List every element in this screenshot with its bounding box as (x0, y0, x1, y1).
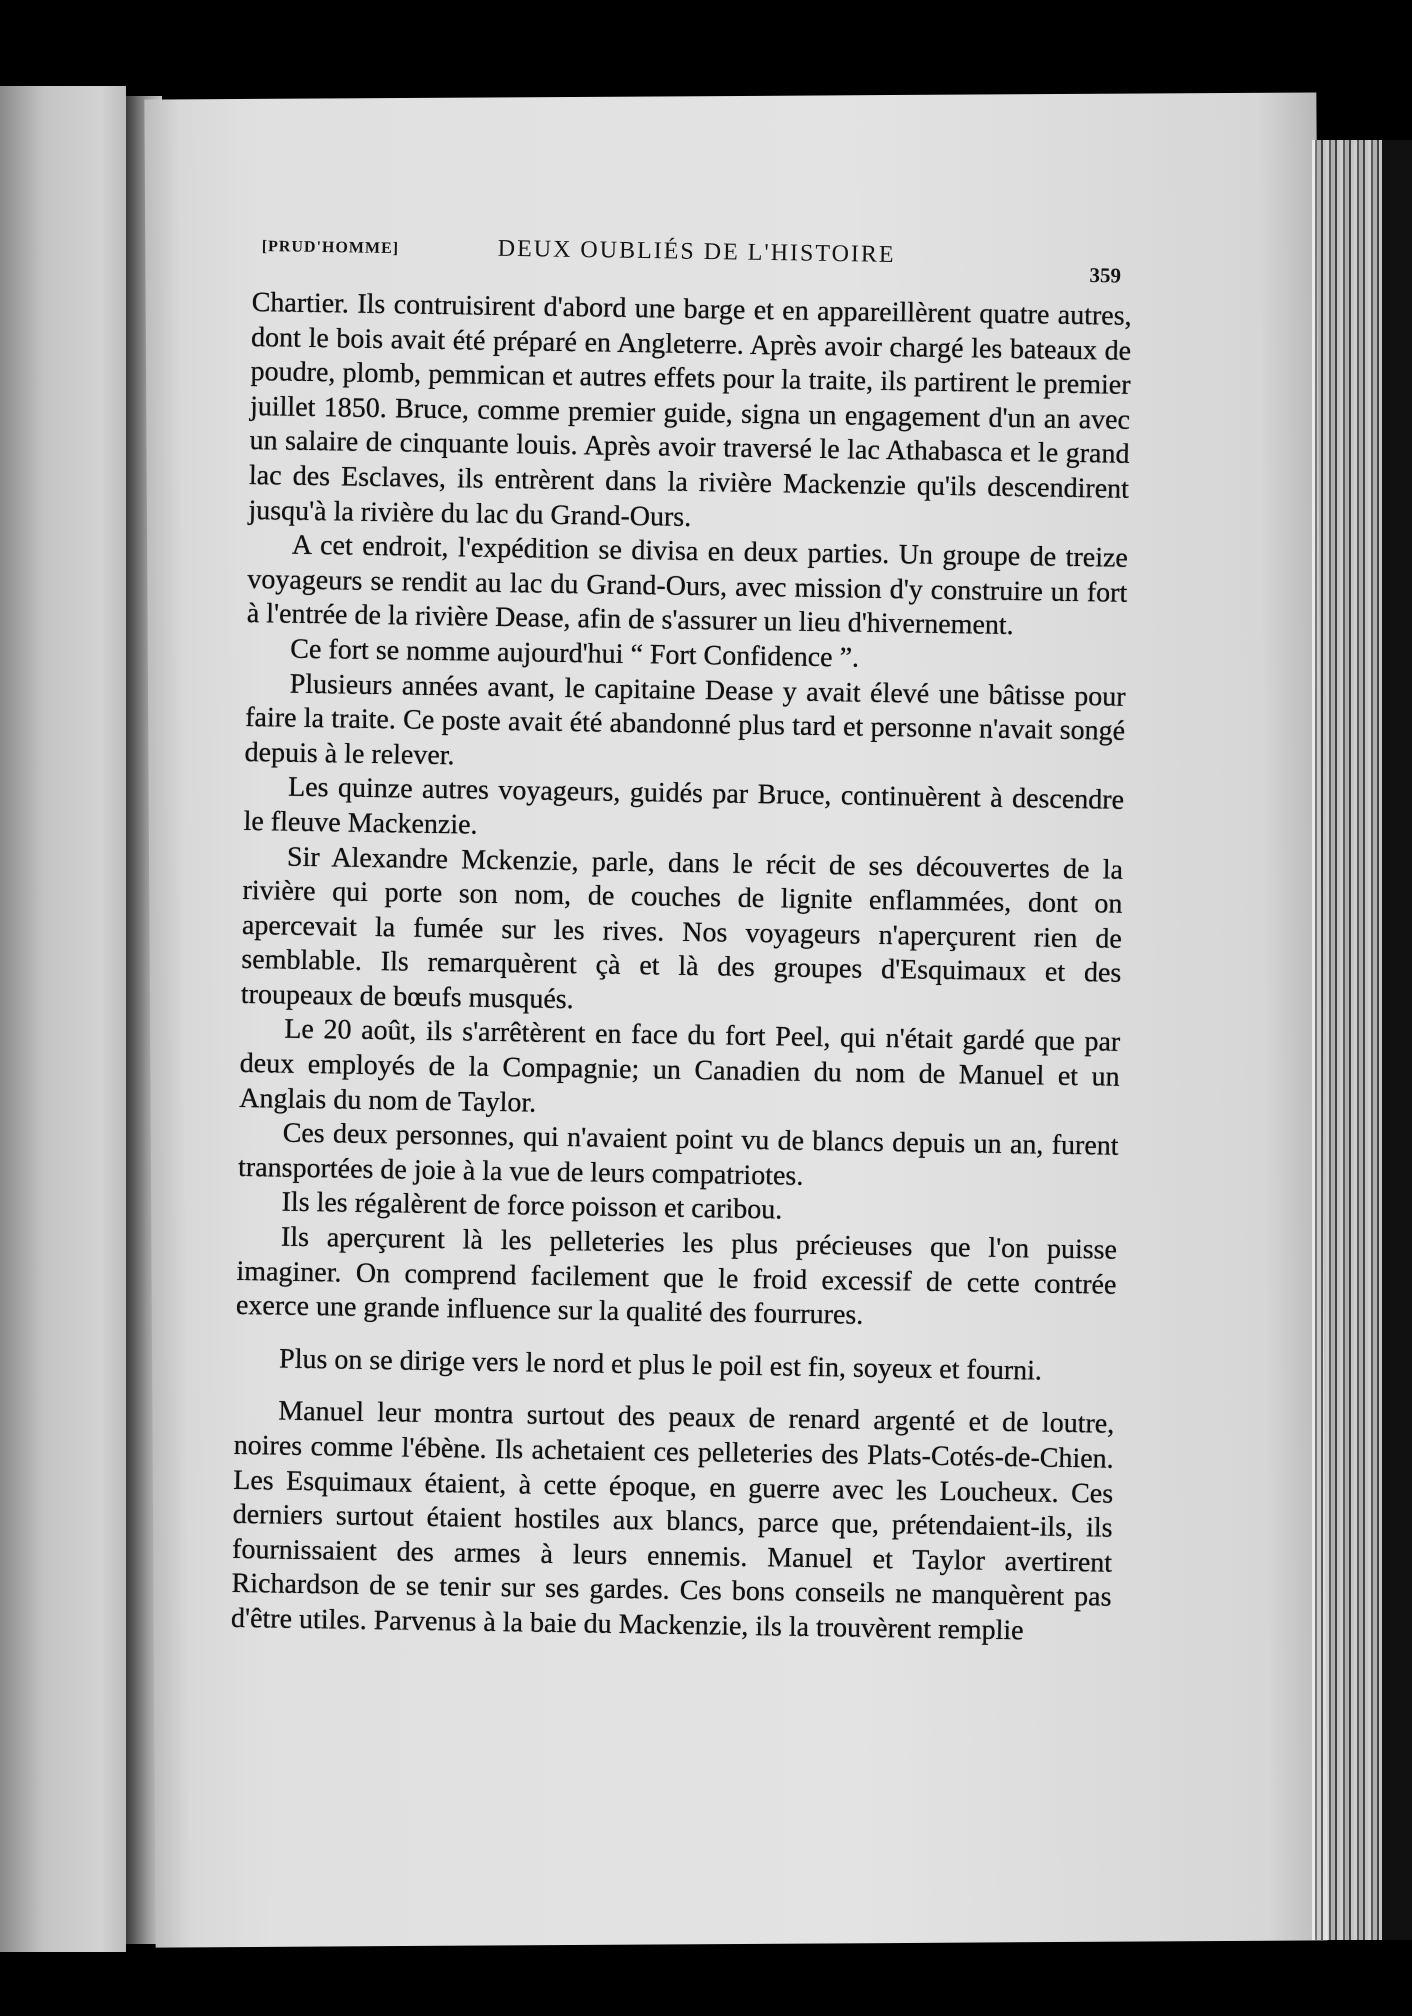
paragraph: Le 20 août, ils s'arrêtèrent en face du fort Peel, qui n'était gardé que par deux employés de la Compagnie; un Canadien du nom de Manuel et un Anglais du nom de Taylor. (238, 1014, 1121, 1119)
facing-page (0, 86, 126, 1952)
paragraph: Plusieurs années avant, le capitaine Dease y avait élevé une bâtisse pour faire la traite. Ce poste avait été abandonné plus tard et personne n'avait songé depuis à le relever. (244, 668, 1126, 771)
running-author: [PRUD'HOMME] (261, 237, 400, 258)
running-title: DEUX OUBLIÉS DE L'HISTOIRE (497, 235, 896, 268)
paragraph: Manuel leur montra surtout des peaux de renard argenté et de loutre, noires comme l'ébène. Ils achetaient ces pelleteries des Plats-Cotés-de-Chien. Les Esquimaux étaient, à cette époque, en guerre avec les Loucheux. Ces derniers surtout étaient hostiles aux blancs, parce que, prétendaient-ils, ils fournissaient des armes à leurs ennemis. Manuel et Taylor avertirent Richardson de se tenir sur ses gardes. Ces bons conseils ne manquèrent pas d'être utiles. Parvenus à la baie du Mackenzie, ils la trouvèrent remplie (230, 1395, 1115, 1647)
scan-border (1382, 140, 1412, 1940)
paragraph: Les quinze autres voyageurs, guidés par Bruce, continuèrent à descendre le fleuve Mackenzie. (243, 771, 1125, 841)
page-number: 359 (1089, 263, 1122, 288)
paragraph: Plus on se dirige vers le nord et plus le poil est fin, soyeux et fourni. (278, 1343, 1043, 1387)
page-edges (1312, 140, 1382, 1940)
paragraph: Ce fort se nomme aujourd'hui “ Fort Confidence ”. (290, 633, 860, 674)
paragraph: A cet endroit, l'expédition se divisa en deux parties. Un groupe de treize voyageurs se rendit au lac du Grand-Ours, avec mission d'y construire un fort à l'entrée de la rivière Dease, afin de s'assurer un lieu d'hivernement. (246, 529, 1129, 642)
paragraph: Ils les régalèrent de force poisson et caribou. (281, 1187, 783, 1226)
paragraph: Sir Alexandre Mckenzie, parle, dans le récit de ses découvertes de la rivière qui porte son nom, de couches de lignite enflammées, dont on apercevait la fumée sur les rives. Nos voyageurs n'aperçurent rien de semblable. Ils remarquèrent çà et là des groupes d'Esquimaux et des troupeaux de bœufs musqués. (240, 841, 1124, 1016)
paragraph: Chartier. Ils contruisirent d'abord une barge et en appareillèrent quatre autres, dont le bois avait été préparé en Angleterre. Après avoir chargé les bateaux de poudre, plomb, pemmican et autres effets pour la traite, ils partirent le premier juillet 1850. Bruce, comme premier guide, signa un engagement d'un an avec un salaire de cinquante louis. Après avoir traversé le lac Athabasca et le grand lac des Esclaves, ils entrèrent dans la rivière Mackenzie qu'ils descendirent jusqu'à la rivière du lac du Grand-Ours. (248, 286, 1132, 533)
paragraph: Ils aperçurent là les pelleteries les plus précieuses que l'on puisse imaginer. On comprend facilement que le froid excessif de cette contrée exerce une grande influence sur la qualité des fourrures. (235, 1221, 1118, 1331)
paragraph: Ces deux personnes, qui n'avaient point vu de blancs depuis un an, furent transportées de joie à la vue de leurs compatriotes. (237, 1117, 1119, 1192)
body-text (231, 286, 1132, 1650)
